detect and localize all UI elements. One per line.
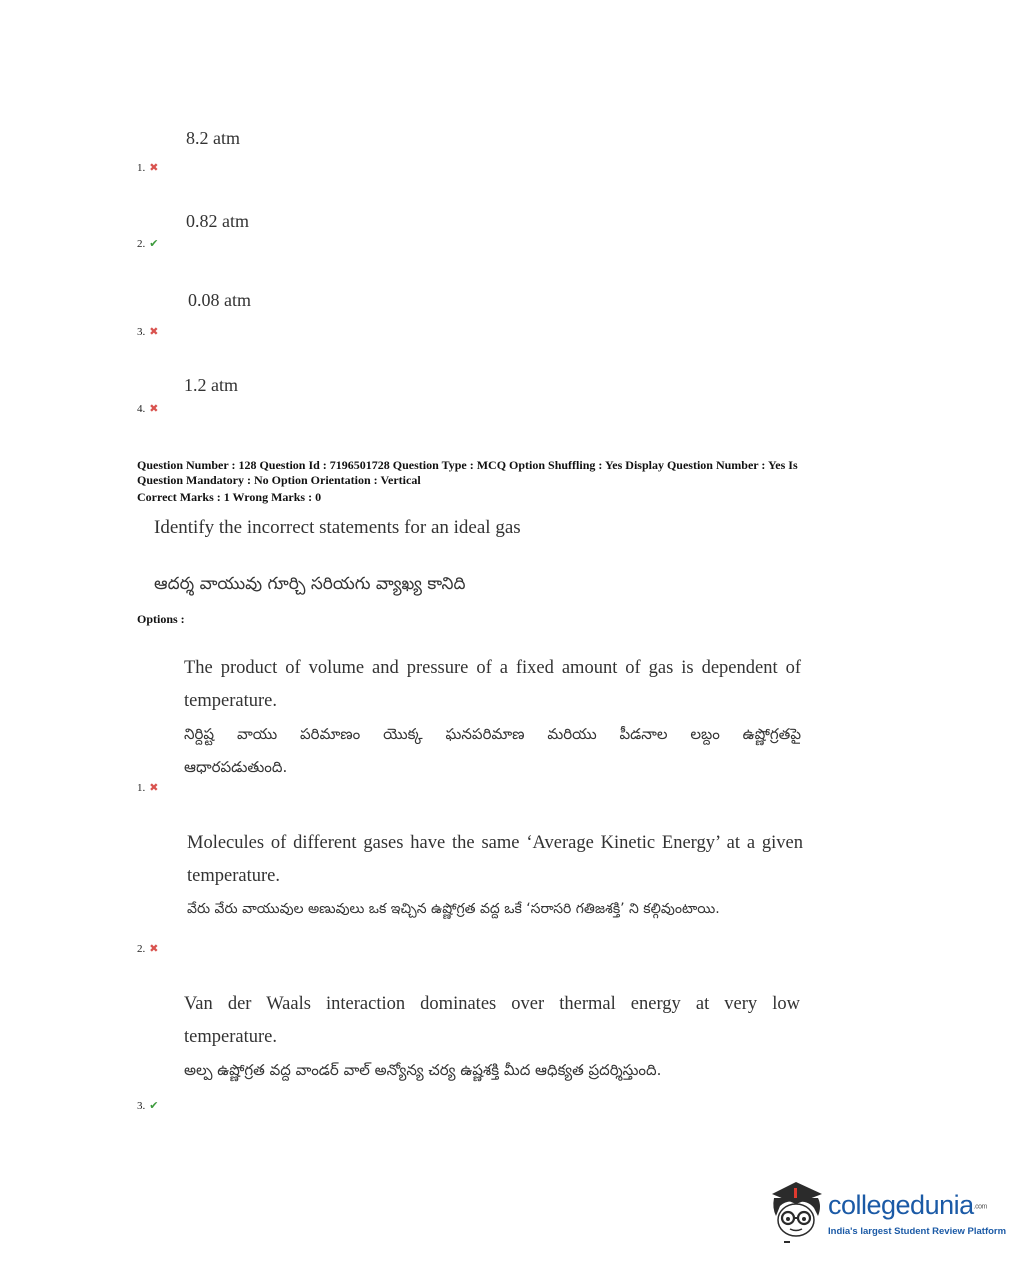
collegedunia-logo — [766, 1176, 1007, 1246]
prev-option-4-text: 1.2 atm — [184, 375, 238, 395]
option-number: 3. — [137, 1100, 146, 1112]
option-3-te-line-1: అల్ప ఉష్ణోగ్రత వద్ద వాండర్ వాల్ అన్యోన్య చర్య ఉష్ణశక్తి మీద ఆధిక్యత ప్రదర్శిస్తుంది. — [184, 1061, 662, 1079]
wrong-mark-icon: ✖ — [149, 782, 159, 794]
question-meta-line-2: Question Mandatory : No Option Orientation : Vertical — [137, 473, 421, 487]
option-number: 1. — [137, 162, 146, 174]
question-marks: Correct Marks : 1 Wrong Marks : 0 — [137, 490, 322, 504]
prev-option-3-text: 0.08 atm — [188, 290, 251, 310]
question-text-en: Identify the incorrect statements for an ideal gas — [154, 517, 521, 538]
question-text-te: ఆదర్శ వాయువు గూర్చి సరియగు వ్యాఖ్య కానిది — [154, 574, 466, 594]
option-number: 3. — [137, 326, 146, 338]
wrong-mark-icon: ✖ — [149, 326, 159, 338]
wrong-mark-icon: ✖ — [149, 403, 159, 415]
correct-mark-icon: ✔ — [149, 238, 159, 250]
prev-option-2-text: 0.82 atm — [186, 211, 249, 231]
option-3-en-line-2: temperature. — [184, 1027, 277, 1047]
option-2-block — [187, 827, 803, 926]
option-1-block — [184, 652, 801, 784]
prev-option-2-number — [137, 237, 158, 250]
option-3-en-line-1: Van der Waals interaction dominates over thermal energy at very low — [184, 994, 800, 1014]
prev-option-1-text: 8.2 atm — [186, 128, 240, 148]
option-3-block — [184, 988, 800, 1087]
option-2-te-line-1: వేరు వేరు వాయువుల అణువులు ఒక ఇచ్చిన ఉష్ణోగ్రత వద్ద ఒకే ‘సరాసరి గతిజశక్తి’ ని కల్గివుంటాయి. — [187, 901, 720, 917]
option-1-number — [137, 781, 158, 794]
option-number: 2. — [137, 943, 146, 955]
option-2-number — [137, 942, 158, 955]
option-1-en-line-2: temperature. — [184, 691, 277, 711]
prev-option-1-number — [137, 161, 158, 174]
correct-mark-icon: ✔ — [149, 1100, 159, 1112]
option-2-en-line-1: Molecules of different gases have the same ‘Average Kinetic Energy’ at a given — [187, 833, 803, 853]
wrong-mark-icon: ✖ — [149, 162, 159, 174]
logo-tagline: India's largest Student Review Platform — [828, 1226, 1007, 1237]
option-1-te-line-2: ఆధారపడుతుంది. — [184, 758, 288, 776]
logo-name: collegedunia — [828, 1190, 974, 1220]
options-label: Options : — [137, 612, 185, 626]
question-meta-line-1: Question Number : 128 Question Id : 7196501728 Question Type : MCQ Option Shuffling : Yes Display Question Number : Yes Is — [137, 458, 798, 472]
option-2-en-line-2: temperature. — [187, 866, 280, 886]
option-number: 4. — [137, 403, 146, 415]
prev-option-4-number — [137, 402, 158, 415]
logo-wordmark — [828, 1190, 987, 1221]
wrong-mark-icon: ✖ — [149, 943, 159, 955]
option-number: 2. — [137, 238, 146, 250]
option-number: 1. — [137, 782, 146, 794]
prev-option-3-number — [137, 325, 158, 338]
option-3-number — [137, 1099, 158, 1112]
graduate-mascot-icon — [766, 1176, 826, 1246]
option-1-te-line-1: నిర్దిష్ట వాయు పరిమాణం యొక్క ఘనపరిమాణ మరియు పీడనాల లబ్దం ఉష్ణోగ్రతపై — [184, 725, 801, 743]
question-meta — [137, 458, 877, 505]
option-1-en-line-1: The product of volume and pressure of a fixed amount of gas is dependent of — [184, 658, 801, 678]
logo-suffix: .com — [973, 1203, 987, 1211]
